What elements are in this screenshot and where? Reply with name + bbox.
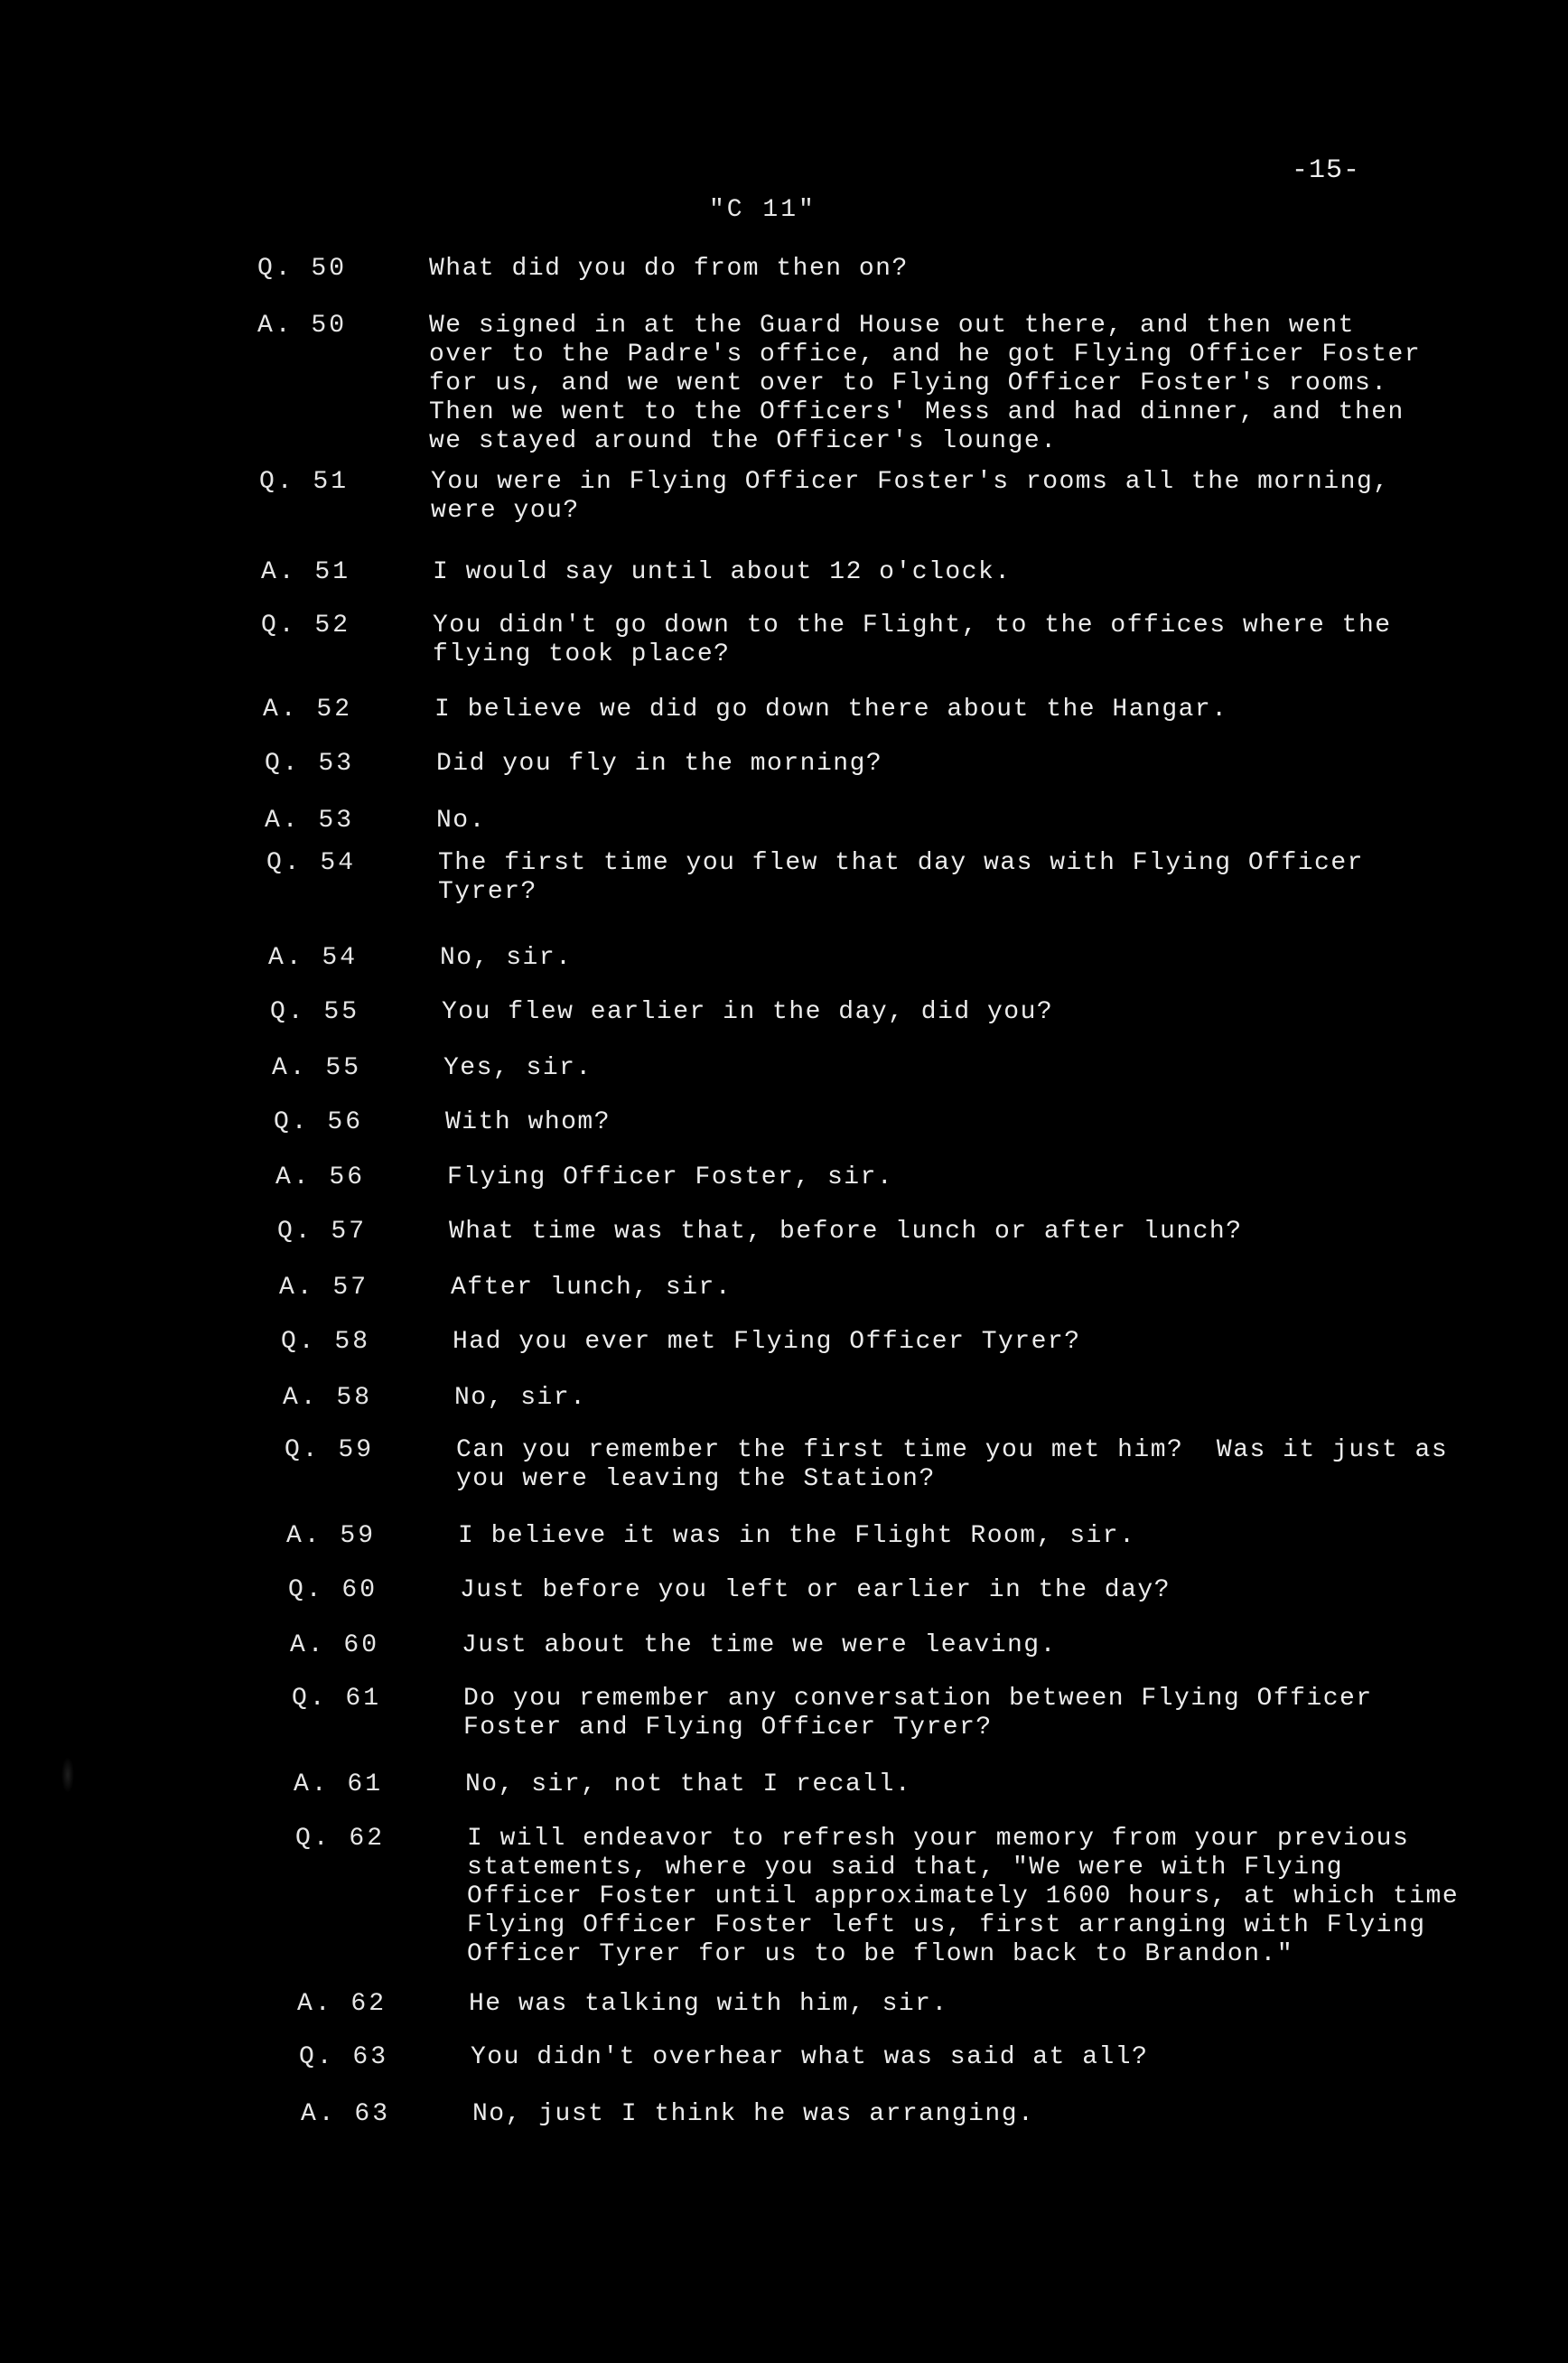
- qa-label: A. 57: [279, 1274, 369, 1302]
- qa-text: Did you fly in the morning?: [436, 750, 883, 778]
- qa-label: Q. 51: [259, 468, 350, 496]
- qa-label: Q. 50: [257, 255, 348, 283]
- qa-row-q56: [274, 1108, 1439, 1137]
- qa-text: We signed in at the Guard House out there, and then went over to the Padre's office, and he got Flying Officer Foster for us, and we went over to Flying Officer Foster's rooms. Then we went to the Officers' Mess and had dinner, and then we stayed around the Officer's lounge.: [429, 312, 1438, 455]
- qa-text: Just before you left or earlier in the day?: [460, 1576, 1171, 1604]
- qa-text: With whom?: [445, 1108, 611, 1136]
- qa-text: No, just I think he was arranging.: [472, 2100, 1035, 2128]
- qa-row-q61: [292, 1685, 1457, 1742]
- qa-row-a52: [263, 696, 1428, 724]
- qa-text: He was talking with him, sir.: [469, 1990, 948, 2018]
- qa-text: I believe it was in the Flight Room, sir.: [458, 1522, 1136, 1550]
- qa-row-a51: [261, 558, 1426, 587]
- qa-text: No, sir.: [454, 1384, 587, 1412]
- qa-text: What time was that, before lunch or after lunch?: [449, 1218, 1243, 1246]
- qa-row-q55: [270, 998, 1435, 1027]
- qa-row-q62: [295, 1825, 1476, 1969]
- qa-label: Q. 56: [274, 1108, 364, 1136]
- qa-row-q52: [261, 612, 1426, 669]
- qa-row-a62: [297, 1990, 1462, 2019]
- qa-text: Flying Officer Foster, sir.: [447, 1163, 894, 1191]
- qa-row-a55: [272, 1054, 1437, 1083]
- qa-row-q58: [281, 1328, 1446, 1357]
- qa-row-a50: [257, 312, 1438, 456]
- qa-text: I would say until about 12 o'clock.: [433, 558, 1012, 586]
- qa-text: No, sir, not that I recall.: [465, 1770, 912, 1798]
- qa-label: Q. 58: [281, 1328, 371, 1356]
- scan-smudge: [61, 1757, 74, 1793]
- qa-text: No, sir.: [440, 944, 573, 972]
- qa-text: Had you ever met Flying Officer Tyrer?: [453, 1328, 1081, 1356]
- qa-text: I believe we did go down there about the Hangar.: [434, 696, 1228, 724]
- qa-label: A. 60: [290, 1631, 380, 1659]
- qa-label: A. 59: [286, 1522, 377, 1550]
- qa-text: You were in Flying Officer Foster's rooms all the morning, were you?: [431, 468, 1406, 525]
- qa-text: Do you remember any conversation between Flying Officer Foster and Flying Officer Tyrer?: [463, 1685, 1389, 1742]
- qa-label: Q. 62: [295, 1825, 386, 1853]
- qa-row-a56: [275, 1163, 1441, 1192]
- qa-label: Q. 61: [292, 1685, 382, 1713]
- qa-label: Q. 52: [261, 612, 351, 640]
- qa-row-a54: [268, 944, 1433, 973]
- qa-text: I will endeavor to refresh your memory from your previous statements, where you said that, "We were with Flying Officer Foster until approximately 1600 hours, at which time Flying Officer Foster left us, first arranging with Flying Officer Tyrer for us to be flown back to Brandon.": [467, 1825, 1476, 1968]
- qa-text: You didn't go down to the Flight, to the offices where the flying took place?: [433, 612, 1408, 668]
- qa-text: Yes, sir.: [443, 1054, 593, 1082]
- qa-text: What did you do from then on?: [429, 255, 909, 283]
- qa-row-q50: [257, 255, 1423, 284]
- qa-label: A. 58: [283, 1384, 373, 1412]
- qa-row-a53: [265, 807, 1430, 836]
- qa-label: A. 51: [261, 558, 351, 586]
- qa-label: A. 50: [257, 312, 348, 340]
- qa-row-a58: [283, 1384, 1448, 1413]
- qa-row-q60: [288, 1576, 1453, 1605]
- qa-label: A. 56: [275, 1163, 366, 1191]
- qa-row-q51: [259, 468, 1424, 526]
- qa-row-a59: [286, 1522, 1451, 1551]
- qa-text: After lunch, sir.: [451, 1274, 733, 1302]
- qa-row-a57: [279, 1274, 1444, 1303]
- qa-row-a60: [290, 1631, 1455, 1660]
- qa-row-a63: [301, 2100, 1466, 2129]
- qa-label: Q. 60: [288, 1576, 378, 1604]
- qa-label: A. 61: [294, 1770, 384, 1798]
- qa-label: A. 52: [263, 696, 353, 724]
- qa-text: You didn't overhear what was said at all?: [471, 2043, 1149, 2071]
- qa-label: Q. 54: [266, 849, 357, 877]
- qa-label: A. 62: [297, 1990, 387, 2018]
- qa-row-q59: [285, 1436, 1465, 1494]
- qa-row-q57: [277, 1218, 1442, 1247]
- qa-row-a61: [294, 1770, 1459, 1799]
- qa-label: Q. 63: [299, 2043, 389, 2071]
- qa-row-q54: [266, 849, 1432, 907]
- qa-label: Q. 53: [265, 750, 355, 778]
- qa-row-q63: [299, 2043, 1464, 2072]
- qa-text: You flew earlier in the day, did you?: [442, 998, 1054, 1026]
- qa-label: Q. 57: [277, 1218, 368, 1246]
- qa-text: Can you remember the first time you met him? Was it just as you were leaving the Station?: [456, 1436, 1465, 1493]
- qa-label: Q. 55: [270, 998, 360, 1026]
- qa-label: Q. 59: [285, 1436, 375, 1464]
- qa-label: A. 55: [272, 1054, 362, 1082]
- qa-label: A. 53: [265, 807, 355, 835]
- page-number: -15-: [1292, 155, 1361, 186]
- qa-label: A. 63: [301, 2100, 391, 2128]
- exhibit-label: "C 11": [709, 196, 817, 224]
- qa-text: No.: [436, 807, 486, 835]
- qa-text: The first time you flew that day was with Flying Officer Tyrer?: [438, 849, 1381, 906]
- qa-row-q53: [265, 750, 1430, 779]
- qa-text: Just about the time we were leaving.: [462, 1631, 1057, 1659]
- qa-label: A. 54: [268, 944, 359, 972]
